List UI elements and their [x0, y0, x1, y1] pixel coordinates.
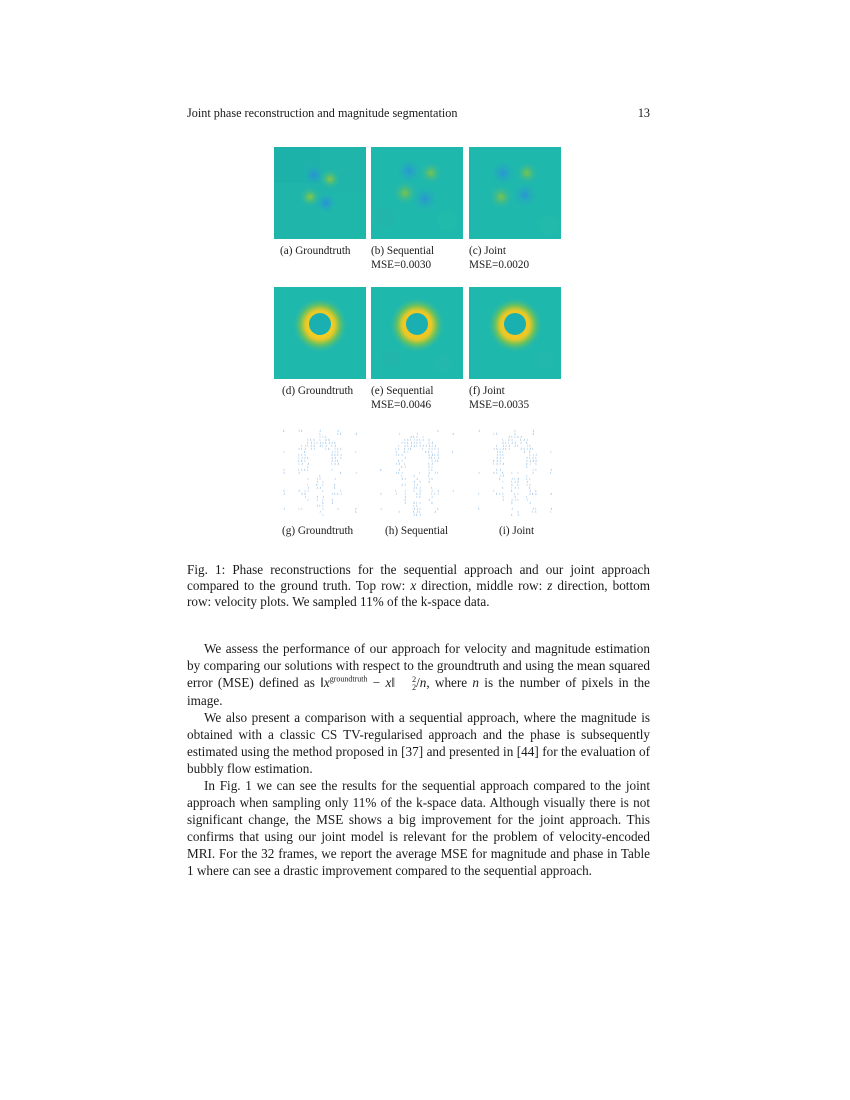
caption-text-2: direction, middle row:: [416, 578, 548, 594]
p1-var-x2: x: [385, 675, 392, 690]
caption-i-label: (i) Joint: [499, 525, 535, 537]
panel-c-joint-x: [469, 147, 561, 239]
caption-c: [469, 245, 529, 272]
p1-norm-close: ‖: [391, 675, 396, 690]
caption-g: [282, 525, 353, 539]
caption-f: [469, 385, 529, 412]
quiver-plot-i: [469, 425, 561, 520]
quiver-plot-h: [371, 425, 463, 520]
panel-f-joint-z: [469, 287, 561, 379]
panel-e-sequential-z: [371, 287, 463, 379]
p1-var-n2: n: [472, 675, 480, 690]
paragraph-1: [187, 640, 650, 709]
p1-var-n: n: [419, 675, 427, 690]
caption-h-label: (h) Sequential: [385, 525, 449, 537]
p1-norm-indices: [395, 676, 416, 692]
caption-c-label: (c) Joint: [469, 245, 506, 257]
caption-e: [371, 385, 433, 412]
caption-a-label: (a) Groundtruth: [280, 245, 351, 257]
running-header: [187, 106, 650, 121]
caption-f-label: (f) Joint: [469, 385, 505, 397]
p1-var-x: x: [323, 675, 330, 690]
page-number: 13: [637, 106, 650, 120]
caption-text-3: direction, bottom row: velocity plots. We sampled 11% of the k-space data.: [187, 578, 650, 610]
caption-var-z: z: [547, 578, 553, 594]
caption-i: [499, 525, 534, 539]
panel-i-joint-velocity: [469, 425, 561, 520]
panel-h-sequential-velocity: [371, 425, 463, 520]
caption-h: [385, 525, 448, 539]
caption-b-mse: MSE=0.0030: [371, 258, 432, 271]
panel-d-groundtruth-z: [274, 287, 366, 379]
quiver-plot-g: [274, 425, 366, 520]
caption-b-label: (b) Sequential: [371, 245, 435, 257]
p1-sup-2: 2: [412, 674, 417, 684]
paragraph-2: We also present a comparison with a sequential approach, where the magnitude is obtained with a classic CS TV-regularised approach and the phase is subsequently estimated using the method proposed in [37] and presented in [44] for the evaluation of bubbly flow estimation.: [187, 709, 650, 776]
caption-var-x: x: [410, 578, 417, 594]
running-title: Joint phase reconstruction and magnitude segmentation: [187, 106, 458, 120]
p1-text-a: We assess the performance of our approach for velocity and magnitude estimation by comparing our solutions with respect to the groundtruth and using the mean squared error (MSE) defined as: [187, 641, 650, 690]
p1-text-c: is the number of pixels in the image.: [187, 675, 651, 708]
caption-g-label: (g) Groundtruth: [282, 525, 354, 537]
body-text: [187, 640, 650, 879]
caption-e-mse: MSE=0.0046: [371, 398, 432, 411]
figure-caption: [187, 562, 650, 611]
caption-c-mse: MSE=0.0020: [469, 258, 530, 271]
caption-f-mse: MSE=0.0035: [469, 398, 530, 411]
caption-d: [282, 385, 353, 399]
caption-b: [371, 245, 434, 272]
p1-norm-open: ‖: [320, 675, 324, 690]
panel-b-sequential-x: [371, 147, 463, 239]
paragraph-3: In Fig. 1 we can see the results for the sequential approach compared to the joint approach when sampling only 11% of the k-space data. Although visually there is not significant change, the MSE shows a big improvement for the joint approach. This confirms that using our joint model is relevant for the problem of velocity-encoded MRI. For the 32 frames, we report the average MSE for magnitude and phase in Table 1 where can see a drastic improvement compared to the sequential approach.: [187, 777, 650, 878]
panel-g-groundtruth-velocity: [274, 425, 366, 520]
p1-slash: /: [416, 675, 420, 690]
panel-a-groundtruth-x: [274, 147, 366, 239]
caption-e-label: (e) Sequential: [371, 385, 434, 397]
p1-sub-2: 2: [412, 682, 417, 692]
caption-d-label: (d) Groundtruth: [282, 385, 354, 397]
caption-a: [280, 245, 351, 259]
p1-minus: −: [367, 675, 386, 690]
p1-text-b: , where: [426, 675, 473, 690]
p1-sup-groundtruth: groundtruth: [329, 674, 368, 684]
caption-text-1: Fig. 1: Phase reconstructions for the sequential approach and our joint approach compared to the ground truth. Top row:: [187, 562, 650, 594]
